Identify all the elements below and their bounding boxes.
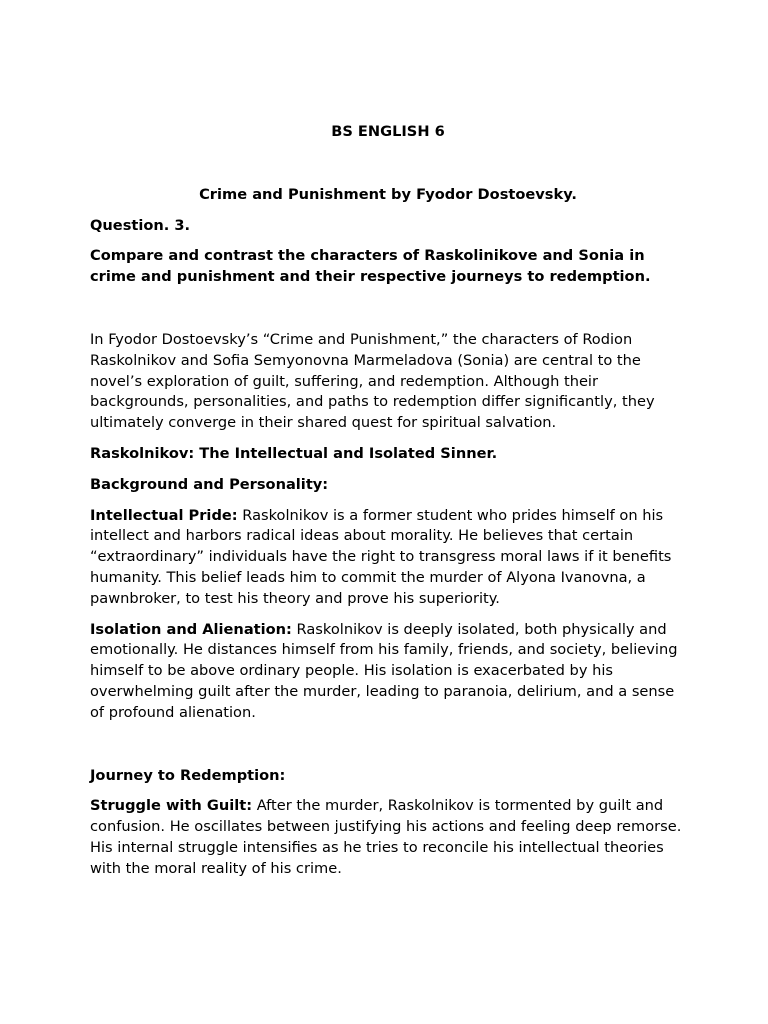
struggle-term: Struggle with Guilt:: [90, 797, 253, 815]
intellectual-pride-text: Raskolnikov is a former student who prides himself on his intellect and harbors radical ideas about morality. He believes that certain “extraordinary” individuals have the right to transgress moral laws if it benefits humanity. This belief leads him to commit the murder of Alyona Ivanovna, a pawnbroker, to test his theory and prove his superiority.: [90, 506, 672, 607]
course-title: BS ENGLISH 6: [331, 123, 445, 140]
subject-title: Crime and Punishment by Fyodor Dostoevsky.: [199, 185, 577, 203]
isolation-text: Raskolnikov is deeply isolated, both physically and emotionally. He distances himself from his family, friends, and society, believing himself to be above ordinary people. His isolation is exacerbated by his overwhelming guilt after the murder, leading to paranoia, delirium, and a sense of profound alienation.: [90, 620, 678, 721]
question-text: Compare and contrast the characters of Raskolinikove and Sonia in crime and punishment and their respective journeys to redemption.: [90, 247, 651, 286]
struggle-paragraph: [90, 796, 686, 879]
background-heading: Background and Personality:: [90, 475, 329, 493]
isolation-paragraph: [90, 620, 686, 724]
intro-paragraph: In Fyodor Dostoevsky’s “Crime and Punishment,” the characters of Rodion Raskolnikov and Sofia Semyonovna Marmeladova (Sonia) are central to the novel’s exploration of guilt, suffering, and redemption. Although their backgrounds, personalities, and paths to redemption differ significantly, they ultimately converge in their shared quest for spiritual salvation.: [90, 330, 655, 432]
isolation-term: Isolation and Alienation:: [90, 620, 292, 638]
struggle-text: After the murder, Raskolnikov is tormented by guilt and confusion. He oscillates between justifying his actions and feeling deep remorse. His internal struggle intensifies as he tries to reconcile his intellectual theories with the moral reality of his crime.: [90, 797, 682, 877]
question-label: Question. 3.: [90, 216, 191, 234]
journey-heading: Journey to Redemption:: [90, 766, 286, 784]
section-heading: Raskolnikov: The Intellectual and Isolated Sinner.: [90, 444, 498, 462]
intellectual-pride-term: Intellectual Pride:: [90, 506, 238, 524]
document-page: [90, 122, 686, 890]
intellectual-pride-paragraph: [90, 506, 686, 610]
